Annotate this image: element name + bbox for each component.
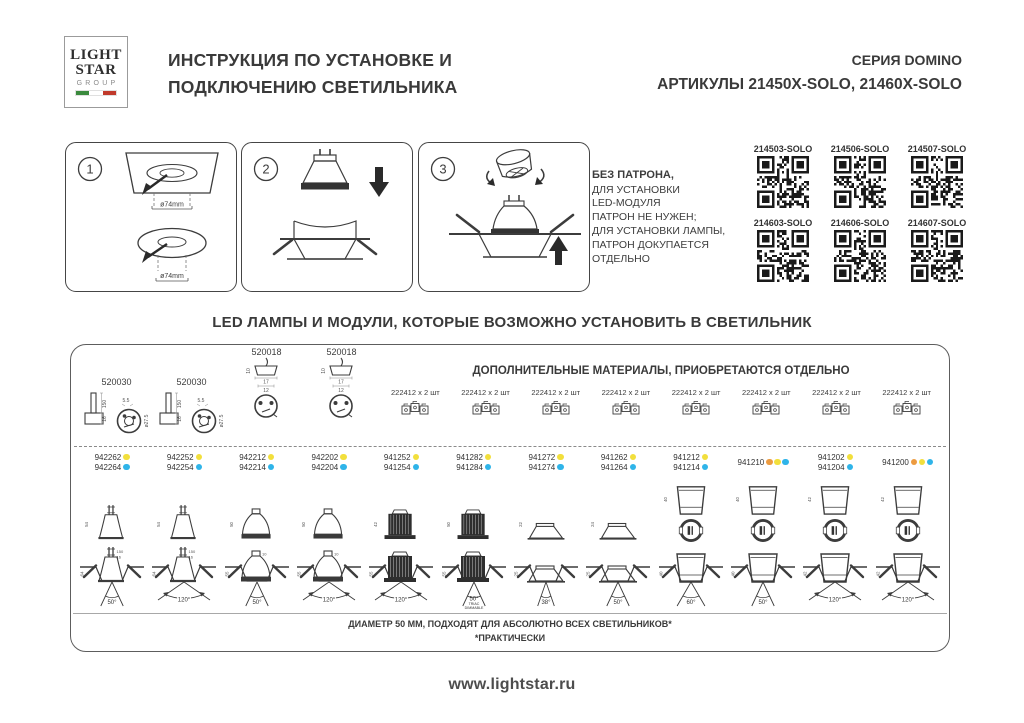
lamp-code-row [456,453,491,462]
extra-item [391,388,440,416]
svg-text:25: 25 [585,571,591,577]
series-articles: АРТИКУЛЫ 21450X-SOLO, 21460X-SOLO [657,76,962,93]
lamp-code: 941212 [673,452,700,462]
lamp-codes [95,449,130,475]
qr-code-image [911,230,963,282]
extra-label: 222412 х 2 шт [671,388,721,397]
svg-text:17: 17 [263,379,269,386]
no-socket-note [592,168,744,267]
extras-group [381,347,941,445]
qr-code-image [757,156,809,208]
note-line: ОТДЕЛЬНО [592,252,650,265]
svg-text:55: 55 [296,571,302,577]
svg-text:2: 2 [262,161,270,177]
qr-article-label: 214606-SOLO [830,218,890,228]
svg-text:60°: 60° [686,600,696,606]
svg-text:12: 12 [263,388,269,394]
qr-item [747,144,819,208]
yellow-dot-icon [123,454,130,461]
color-temperature-dots [702,454,709,461]
blue-dot-icon [485,464,492,471]
fixture-cross-section [79,543,145,609]
lamp-code-row [601,453,636,462]
socket-item-520030 [79,377,154,445]
svg-text:DIMMABLE: DIMMABLE [464,606,484,609]
color-temperature-dots [413,454,420,461]
series-name: СЕРИЯ DOMINO [851,52,962,68]
socket-code: 520030 [101,377,132,387]
terminal-block-icon [821,400,851,416]
svg-text:16: 16 [188,554,194,560]
svg-text:10: 10 [261,551,267,557]
color-temperature-dots [196,464,203,471]
lamp-code: 941284 [456,462,483,472]
svg-text:64: 64 [151,571,157,577]
extra-label: 222412 х 2 шт [882,388,931,397]
lamp-drawing [586,475,650,543]
svg-text:50°: 50° [613,600,623,606]
step-1-drawing [66,143,236,291]
lamp-drawing [659,475,723,543]
website-url: www.lightstar.ru [448,676,576,693]
color-temperature-dots [847,464,854,471]
yellow-dot-icon [485,454,492,461]
svg-text:TRIAC: TRIAC [468,602,480,606]
lamp-codes [312,449,347,475]
svg-text:10: 10 [321,368,327,374]
lamp-code-row [167,453,202,462]
lamp-code-row [95,463,130,472]
lamp-code-row [312,463,347,472]
italy-flag-icon [75,90,117,96]
qr-code-image [911,156,963,208]
blue-dot-icon [630,464,637,471]
lamp-column-942202 [293,449,365,611]
terminal-block-icon [892,400,922,416]
fixture-cross-section [730,543,796,609]
svg-text:22: 22 [517,522,523,527]
extra-label: 222412 х 2 шт [391,388,440,397]
lamp-code: 941204 [817,462,845,472]
socket-code: 520018 [251,347,282,357]
note-line: ДЛЯ УСТАНОВКИ ЛАМПЫ, [592,225,726,238]
color-temperature-dots [630,454,637,461]
lamp-codes [673,449,708,475]
sockets-group [79,347,381,445]
yellow-dot-icon [413,454,420,461]
lamp-drawing [731,475,795,543]
blue-dot-icon [847,464,854,471]
extras-row [381,388,941,416]
led-lamps-panel [70,344,950,652]
fixture-cross-section [368,543,434,609]
lamp-drawing [514,475,578,543]
qr-item [901,144,973,208]
step-1-panel [65,142,237,292]
svg-text:50: 50 [445,522,451,527]
lamp-columns [76,449,944,611]
extra-item [602,388,651,416]
note-line: ПАТРОН НЕ НУЖЕН; [592,211,697,224]
lamp-code: 942262 [94,452,122,462]
qr-code-image [834,156,886,208]
lamp-code-row [384,453,419,462]
lamp-codes [601,449,636,475]
lamp-codes [239,449,274,475]
color-temperature-dots [911,459,934,466]
note-line: LED-МОДУЛЯ [592,197,661,210]
qr-article-label: 214507-SOLO [907,144,967,154]
lamp-drawing [297,475,361,543]
footnote-separator [73,613,947,614]
yellow-dot-icon [268,454,275,461]
note-line: ДЛЯ УСТАНОВКИ [592,183,680,196]
lamp-code-row [384,463,419,472]
svg-text:17: 17 [338,379,344,386]
lamp-code-row [529,463,564,472]
qr-article-label: 214506-SOLO [830,144,890,154]
svg-text:16: 16 [116,554,122,560]
extra-item [882,388,931,416]
color-temperature-dots [196,454,203,461]
lamp-code-row [673,453,708,462]
lamp-code-row [882,458,933,467]
lamp-code: 941264 [600,462,628,472]
series-block [657,52,962,94]
svg-text:50°: 50° [107,600,117,606]
svg-text:3: 3 [439,161,447,177]
svg-text:10: 10 [246,368,252,374]
blue-dot-icon [123,464,130,471]
svg-text:25: 25 [513,571,519,577]
extra-label: 222412 х 2 шт [601,388,651,397]
blue-dot-icon [927,459,934,466]
svg-text:5.5: 5.5 [122,398,130,404]
note-line: ПАТРОН ДОКУПАЕТСЯ [592,238,709,251]
yellow-dot-icon [196,454,203,461]
yellow-dot-icon [847,454,854,461]
page-title [168,47,458,101]
lamp-column-941252 [365,449,437,611]
svg-text:5.5: 5.5 [197,398,205,404]
lamp-code: 942264 [94,462,122,472]
fixture-cross-section [441,543,507,609]
blue-dot-icon [782,459,789,466]
logo-text-group: GROUP [76,80,119,88]
svg-text:42: 42 [802,571,808,577]
color-temperature-dots [123,464,130,471]
fixture-cross-section [224,543,290,609]
page-title-line2: ПОДКЛЮЧЕНИЮ СВЕТИЛЬНИКА [168,77,458,98]
svg-text:12: 12 [338,388,344,394]
svg-text:120°: 120° [829,597,842,604]
svg-text:50: 50 [228,522,234,527]
logo-text-light: LIGHT [70,46,122,63]
lamp-drawing [876,475,940,543]
yellow-dot-icon [702,454,709,461]
terminal-block-icon [751,400,781,416]
svg-text:50°: 50° [252,600,262,606]
blue-dot-icon [413,464,420,471]
svg-text:120°: 120° [395,597,408,604]
yellow-dot-icon [557,454,564,461]
lamp-code: 941210 [737,457,765,467]
svg-text:55: 55 [368,571,374,577]
svg-text:150: 150 [102,399,108,409]
lamp-column-941262 [582,449,654,611]
lamp-codes [167,449,202,475]
extras-heading: ДОПОЛНИТЕЛЬНЫЕ МАТЕРИАЛЫ, ПРИОБРЕТАЮТСЯ ОТДЕЛЬНО [472,365,850,377]
note-lines [592,184,744,267]
lamp-column-941200 [872,449,944,611]
yellow-dot-icon [630,454,637,461]
extra-label: 222412 х 2 шт [741,388,791,397]
color-temperature-dots [340,464,347,471]
lamp-code: 941272 [528,452,556,462]
lamp-code-row [167,463,202,472]
yellow-dot-icon [774,459,781,466]
lamp-column-941282 [438,449,510,611]
svg-text:ø27.5: ø27.5 [219,414,225,428]
lamp-code-row [312,453,347,462]
lamp-column-942252 [148,449,220,611]
lamp-column-941272 [510,449,582,611]
dashed-separator [74,446,946,447]
lamp-code: 941252 [383,452,411,462]
lamp-code: 941200 [882,457,909,467]
svg-text:16: 16 [177,416,183,422]
qr-item [824,144,896,208]
fixture-cross-section [296,543,362,609]
extra-label: 222412 х 2 шт [461,388,510,397]
lamp-code: 941202 [817,452,845,462]
lamp-codes [456,449,491,475]
step-2-panel [241,142,413,292]
extra-item [672,388,721,416]
svg-text:42: 42 [875,571,881,577]
svg-text:120°: 120° [178,597,191,604]
color-temperature-dots [123,454,130,461]
panel-top-row [79,347,941,445]
terminal-block-icon [611,400,641,416]
extra-item [742,388,791,416]
lamp-code: 941254 [383,462,411,472]
lamp-column-941210 [727,449,799,611]
lamp-code: 942214 [239,462,266,472]
terminal-block-icon [471,400,501,416]
lamp-code-row [529,453,564,462]
lamp-column-942262 [76,449,148,611]
extra-label: 222412 х 2 шт [812,388,861,397]
lamp-codes [818,449,853,475]
color-temperature-dots [485,454,492,461]
page-title-line1: ИНСТРУКЦИЯ ПО УСТАНОВКЕ И [168,50,452,70]
terminal-block-icon [541,400,571,416]
qr-code-image [757,230,809,282]
terminal-block-icon [400,400,430,416]
fixture-cross-section [802,543,868,609]
svg-text:16: 16 [102,416,108,422]
svg-text:40: 40 [734,497,740,502]
svg-text:150: 150 [177,399,183,409]
socket-item-520018 [229,347,304,445]
extra-item [461,388,510,416]
qr-article-label: 214503-SOLO [753,144,813,154]
qr-item [901,218,973,282]
svg-text:1: 1 [86,161,94,177]
lamp-code-row [818,463,853,472]
note-title: БЕЗ ПАТРОНА, [592,169,674,181]
footnote-line1: ДИАМЕТР 50 ММ, ПОДХОДЯТ ДЛЯ АБСОЛЮТНО ВСЕХ СВЕТИЛЬНИКОВ* [348,619,672,629]
qr-article-label: 214607-SOLO [907,218,967,228]
svg-text:24: 24 [590,522,596,527]
lightstar-logo [64,36,128,108]
terminal-block-icon [681,400,711,416]
svg-text:40: 40 [730,571,736,577]
logo-text-star: STAR [75,62,117,78]
lamp-drawing [225,475,289,543]
lamp-code: 942202 [311,452,339,462]
socket-code: 520018 [326,347,357,357]
color-temperature-dots [557,464,564,471]
color-temperature-dots [268,454,275,461]
blue-dot-icon [340,464,347,471]
lamp-code-row [239,463,274,472]
svg-text:42: 42 [373,522,379,527]
lamp-drawing [803,475,867,543]
qr-code-grid [747,144,977,282]
lamp-column-941202 [799,449,871,611]
blue-dot-icon [268,464,275,471]
step-3-drawing [419,143,589,291]
color-temperature-dots [268,464,275,471]
orange-dot-icon [766,459,773,466]
extra-item [531,388,580,416]
lamp-codes [529,449,564,475]
svg-text:50: 50 [300,522,306,527]
color-temperature-dots [340,454,347,461]
socket-drawing [304,357,379,419]
lamp-code-row [673,463,708,472]
socket-code: 520030 [176,377,207,387]
lamp-code-row [456,463,491,472]
qr-code-image [834,230,886,282]
fixture-cross-section [658,543,724,609]
diameter-footnote [71,618,949,646]
fixture-cross-section [151,543,217,609]
svg-text:10: 10 [334,551,339,557]
qr-item [747,218,819,282]
lamp-code: 942254 [166,462,194,472]
fixture-cross-section [585,543,651,609]
yellow-dot-icon [340,454,347,461]
lamp-code-row [95,453,130,462]
lamp-codes [384,449,419,475]
color-temperature-dots [485,464,492,471]
lamp-drawing [152,475,216,543]
lamp-codes [738,449,789,475]
installation-steps [65,142,977,294]
svg-text:120°: 120° [901,597,914,604]
svg-text:54: 54 [156,522,162,527]
svg-text:50°: 50° [758,600,768,606]
color-temperature-dots [630,464,637,471]
blue-dot-icon [557,464,564,471]
svg-text:55: 55 [441,571,447,577]
step-2-drawing [242,143,412,291]
lamp-code: 942212 [239,452,266,462]
socket-drawing [79,387,154,449]
lamp-codes [882,449,933,475]
led-section-heading: LED ЛАМПЫ И МОДУЛИ, КОТОРЫЕ ВОЗМОЖНО УСТАНОВИТЬ В СВЕТИЛЬНИК [212,314,812,331]
blue-dot-icon [702,464,709,471]
svg-text:120°: 120° [322,597,336,604]
lamp-code-row [818,453,853,462]
fixture-cross-section [513,543,579,609]
lamp-code: 942252 [166,452,194,462]
lamp-code-row [738,458,789,467]
svg-text:40: 40 [658,571,664,577]
qr-item [824,218,896,282]
color-temperature-dots [413,464,420,471]
socket-item-520018 [304,347,379,445]
lamp-code: 941214 [673,462,700,472]
svg-text:42: 42 [879,497,885,502]
extra-item [812,388,861,416]
lamp-drawing [80,475,144,543]
socket-drawing [154,387,229,449]
lamp-drawing [442,475,506,543]
lamp-code: 941282 [456,452,483,462]
blue-dot-icon [196,464,203,471]
footnote-line2: *ПРАКТИЧЕСКИ [474,632,546,643]
svg-text:150: 150 [116,549,124,554]
color-temperature-dots [766,459,789,466]
lamp-code: 941274 [528,462,556,472]
fixture-cross-section [875,543,941,609]
color-temperature-dots [847,454,854,461]
extra-label: 222412 х 2 шт [531,388,581,397]
lamp-code-row [601,463,636,472]
svg-text:50°: 50° [469,596,479,603]
svg-text:38°: 38° [541,600,551,606]
lamp-column-941212 [655,449,727,611]
lamp-drawing [369,475,433,543]
svg-text:ø74mm: ø74mm [160,201,184,209]
svg-text:55: 55 [224,571,230,577]
qr-article-label: 214603-SOLO [753,218,813,228]
svg-text:40: 40 [662,497,668,502]
lamp-code: 941262 [600,452,628,462]
lamp-code: 942204 [311,462,339,472]
step-3-panel [418,142,590,292]
socket-drawing [229,357,304,419]
color-temperature-dots [702,464,709,471]
svg-text:42: 42 [807,497,813,502]
svg-text:ø27.5: ø27.5 [144,414,150,428]
color-temperature-dots [557,454,564,461]
svg-text:54: 54 [83,522,89,527]
svg-text:ø74mm: ø74mm [160,273,184,280]
socket-item-520030 [154,377,229,445]
svg-text:150: 150 [188,549,196,554]
svg-text:64: 64 [79,571,85,577]
yellow-dot-icon [919,459,926,466]
lamp-code-row [239,453,274,462]
orange-dot-icon [911,459,918,466]
lamp-column-942212 [221,449,293,611]
